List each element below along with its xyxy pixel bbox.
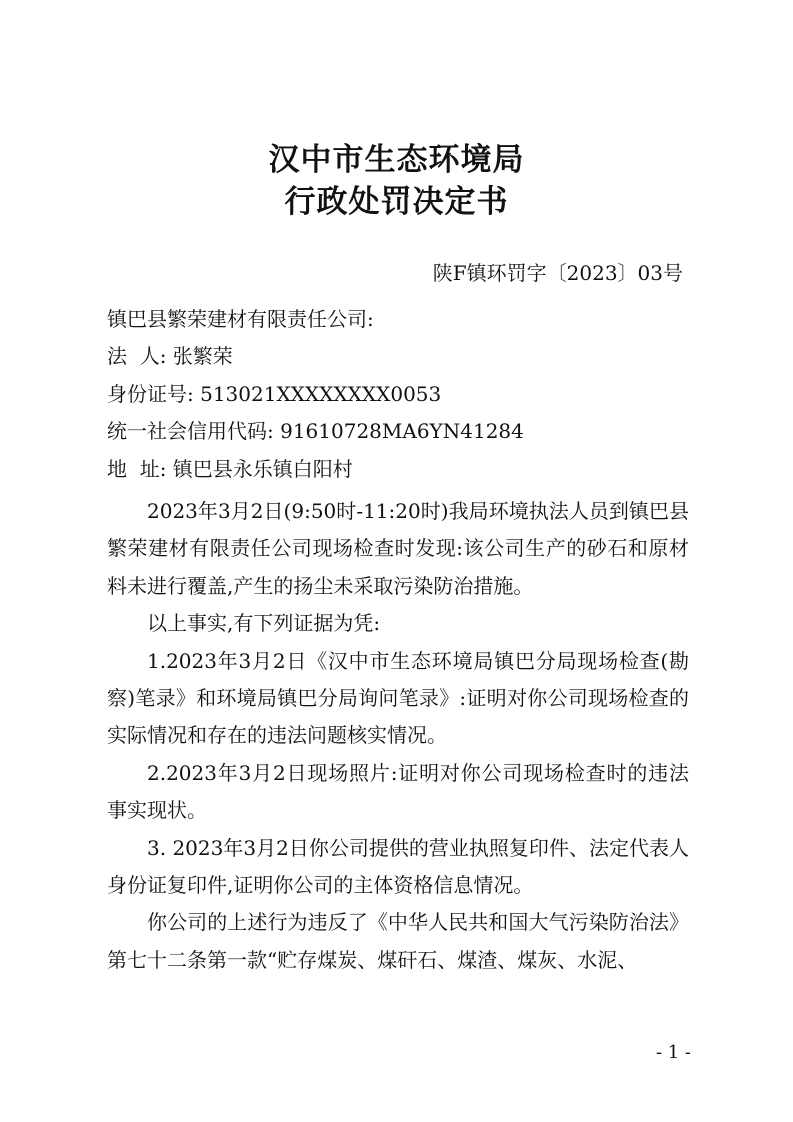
paragraph-violation: 你公司的上述行为违反了《中华人民共和国大气污染防治法》第七十二条第一款“贮存煤炭、煤矸石、煤渣、煤灰、水泥、 — [107, 910, 689, 972]
party-id-number: 身份证号: 513021XXXXXXXX0053 — [107, 382, 442, 406]
party-name: 镇巴县繁荣建材有限责任公司: — [107, 307, 374, 331]
document-number: 陕F镇环罚字〔2023〕03号 — [432, 261, 683, 285]
paragraph-findings: 2023年3月2日(9:50时-11:20时)我局环境执法人员到镇巴县繁荣建材有限责任公司现场检查时发现:该公司生产的砂石和原材料未进行覆盖,产生的扬尘未采取污染防治措施。 — [107, 499, 689, 598]
party-address: 地 址: 镇巴县永乐镇白阳村 — [107, 457, 353, 481]
document-body — [107, 493, 689, 979]
paragraph-evidence-2: 2.2023年3月2日现场照片:证明对你公司现场检查时的违法事实现状。 — [107, 760, 689, 823]
paragraph-evidence-intro: 以上事实,有下列证据为凭: — [147, 611, 381, 636]
document-title-issuer: 汉中市生态环境局 — [268, 142, 525, 178]
party-credit-code: 统一社会信用代码: 91610728MA6YN41284 — [107, 419, 524, 443]
paragraph-evidence-1: 1.2023年3月2日《汉中市生态环境局镇巴分局现场检查(勘察)笔录》和环境局镇巴分局询问笔录》:证明对你公司现场检查的实际情况和存在的违法问题核实情况。 — [107, 648, 689, 748]
document-title-type: 行政处罚决定书 — [284, 184, 509, 220]
page-number: - 1 - — [655, 1042, 691, 1063]
party-legal-person: 法 人: 张繁荣 — [107, 344, 233, 368]
paragraph-evidence-3: 3. 2023年3月2日你公司提供的营业执照复印件、法定代表人身份证复印件,证明你公司的主体资格信息情况。 — [107, 835, 689, 898]
